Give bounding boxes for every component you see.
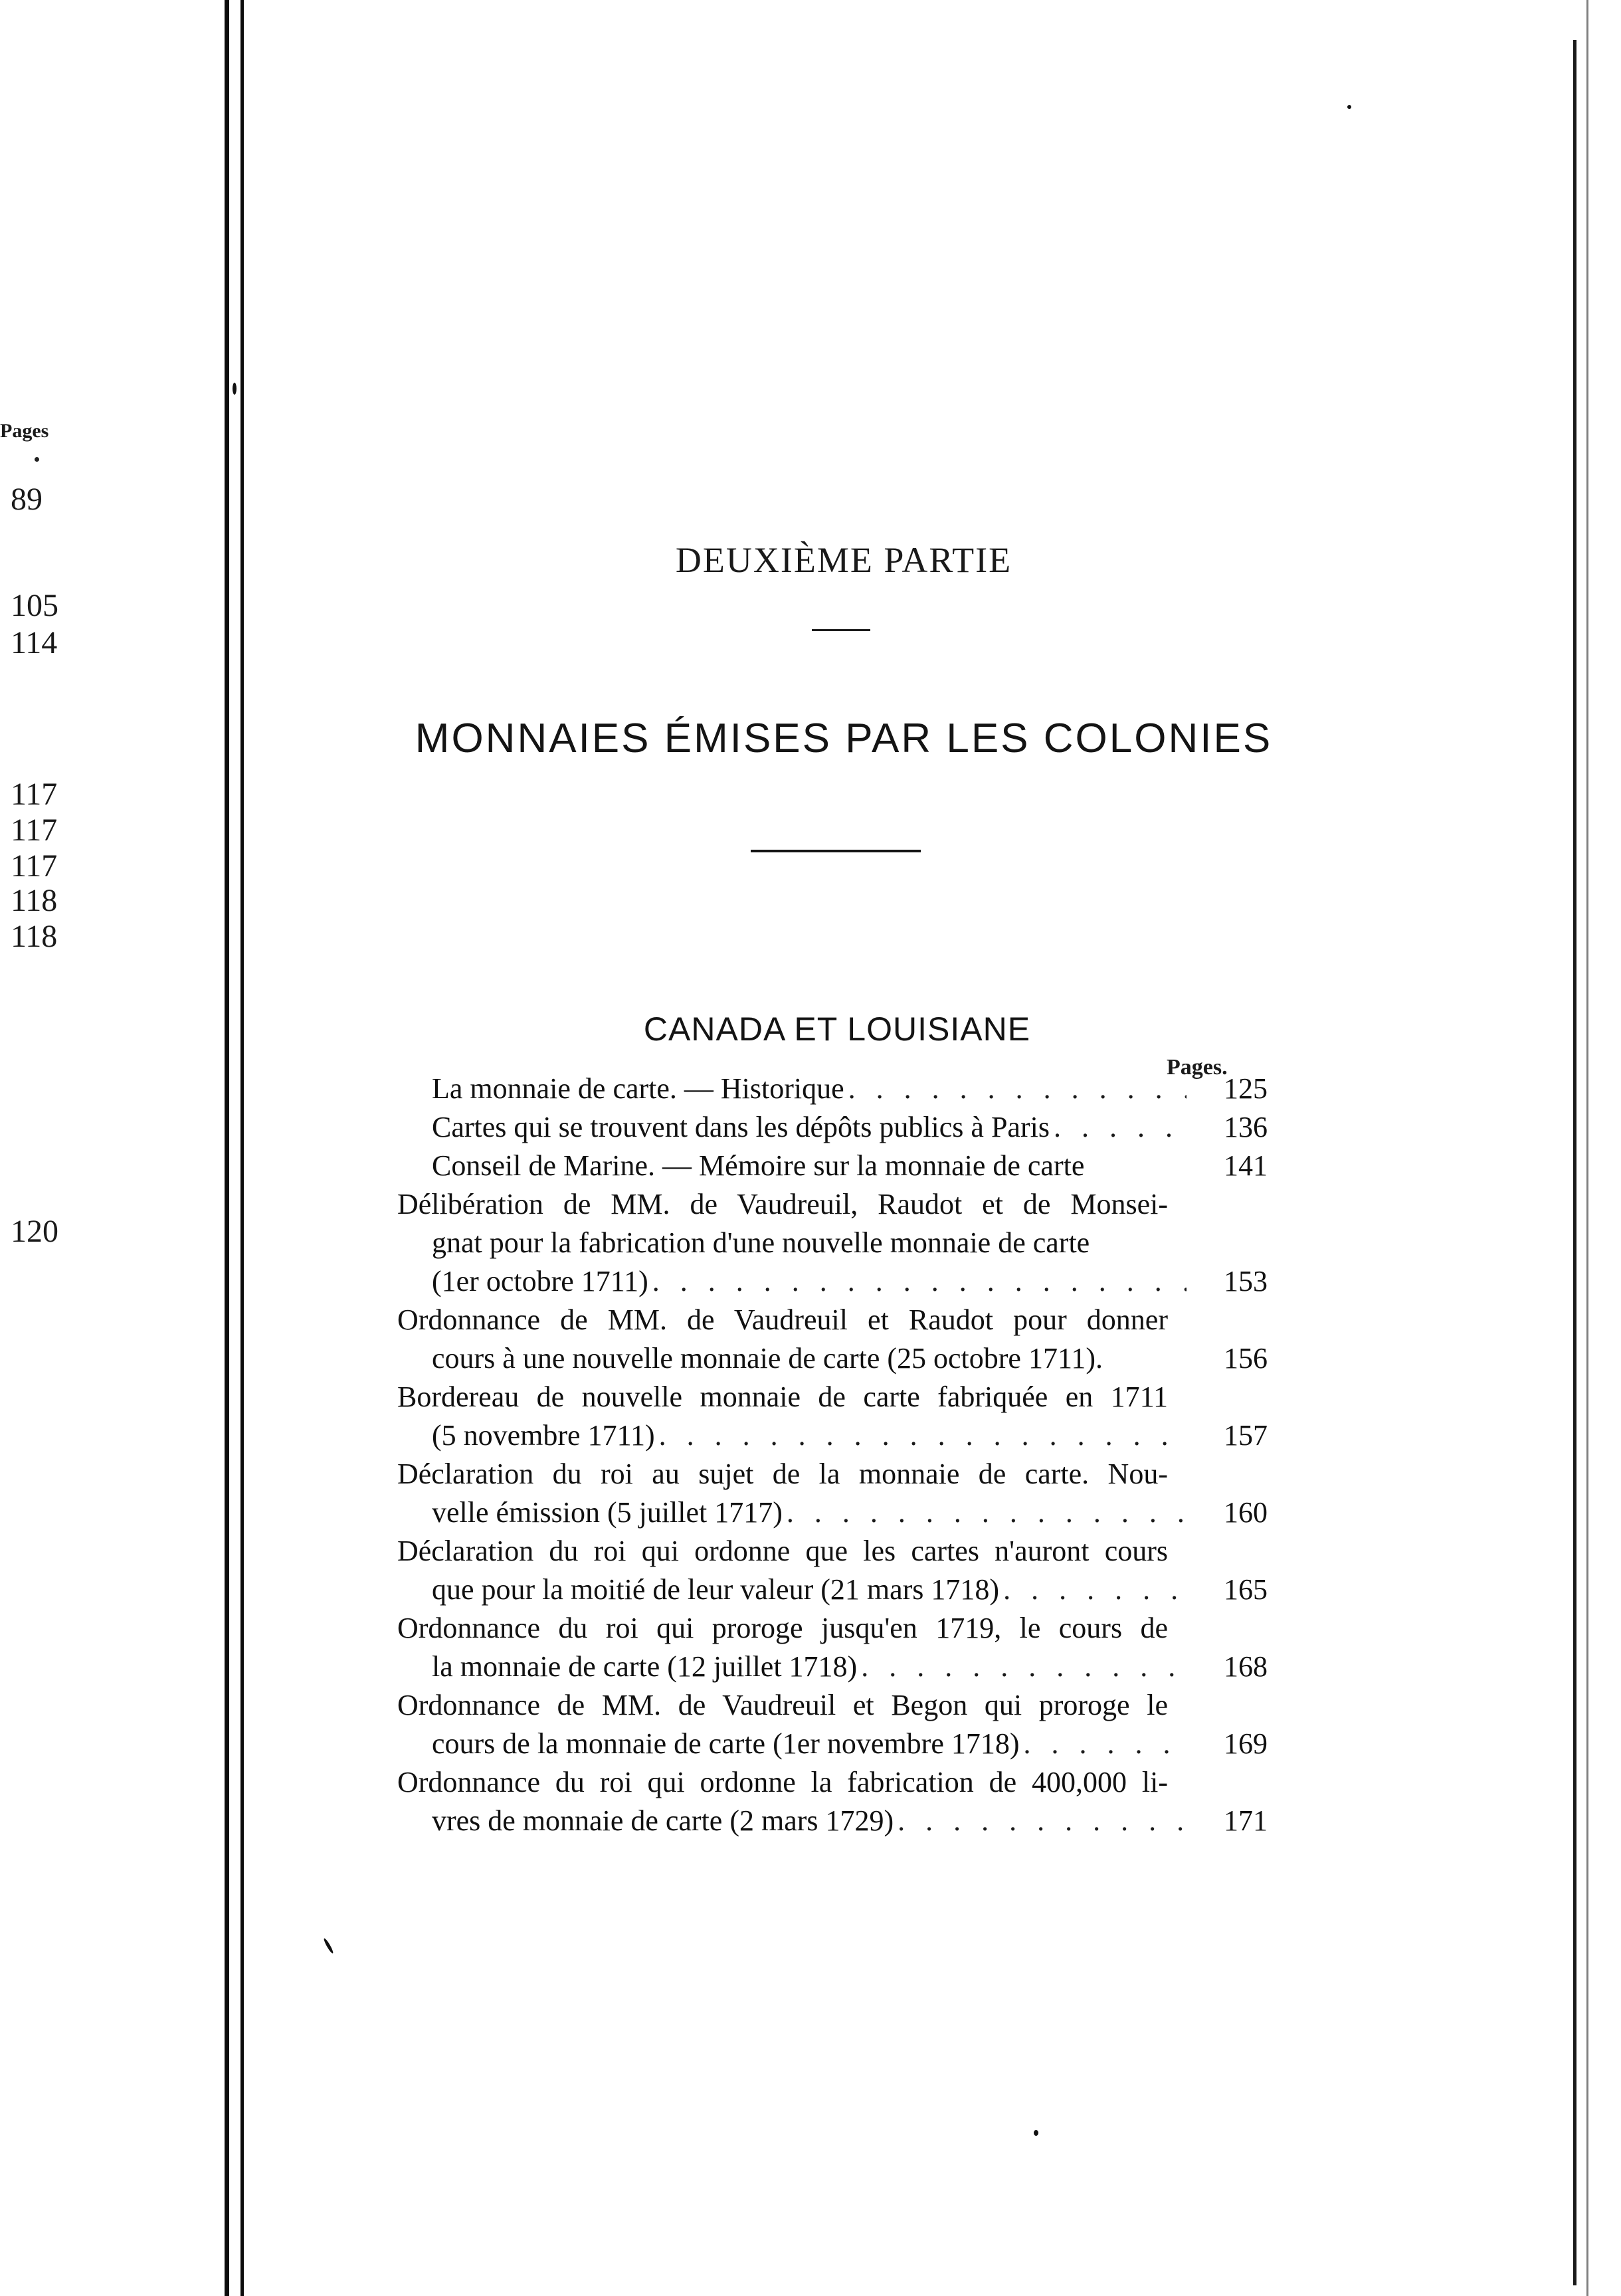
toc-entry	[397, 1070, 1268, 1108]
toc-entry	[397, 1532, 1268, 1609]
toc-entry-title-line: cours à une nouvelle monnaie de carte (25 octobre 1711).	[432, 1342, 1103, 1375]
scan-speck	[323, 1937, 334, 1954]
table-of-contents	[397, 1070, 1268, 1840]
left-page-number: 117	[11, 848, 58, 884]
left-page-number: 117	[11, 777, 58, 812]
page-edge-line	[240, 0, 244, 2296]
toc-page-number: 141	[1224, 1149, 1268, 1182]
toc-entry-title-line: gnat pour la fabrication d'une nouvelle monnaie de carte	[432, 1226, 1090, 1259]
part-title: DEUXIÈME PARTIE	[675, 540, 1012, 580]
left-page-number: 105	[11, 588, 58, 623]
left-page-number: 120	[11, 1214, 58, 1249]
toc-entry-title: La monnaie de carte. — Historique	[432, 1072, 844, 1105]
toc-entry	[397, 1378, 1268, 1455]
toc-entry	[397, 1686, 1268, 1763]
toc-entry-title-line: Ordonnance du roi qui proroge jusqu'en 1719, le cours de	[397, 1612, 1168, 1644]
toc-entry-title-line: Déclaration du roi qui ordonne que les cartes n'auront cours	[397, 1535, 1168, 1567]
toc-page-number: 168	[1224, 1650, 1268, 1683]
left-page-number: 89	[11, 482, 43, 517]
toc-entry-title-line: Déclaration du roi au sujet de la monnaie de carte. Nou-	[397, 1458, 1168, 1490]
toc-entry-title: Cartes qui se trouvent dans les dépôts publics à Paris	[432, 1111, 1050, 1143]
toc-page-number: 156	[1224, 1342, 1268, 1375]
toc-entry-title-line: Ordonnance de MM. de Vaudreuil et Raudot pour donner	[397, 1303, 1168, 1336]
short-rule-divider	[812, 629, 870, 631]
dot-leader	[1054, 1108, 1187, 1147]
section-title: CANADA ET LOUISIANE	[643, 1010, 1031, 1048]
toc-entry-title-line: (1er octobre 1711)	[432, 1265, 648, 1297]
left-page-number: 118	[11, 883, 58, 918]
left-page-number: 114	[11, 625, 58, 660]
long-rule-divider	[751, 850, 921, 852]
toc-page-number: 165	[1224, 1573, 1268, 1606]
toc-entry-title-line: la monnaie de carte (12 juillet 1718)	[432, 1650, 858, 1683]
toc-page-number: 125	[1224, 1072, 1268, 1105]
toc-page-number: 160	[1224, 1496, 1268, 1529]
left-page-number: 118	[11, 919, 58, 954]
toc-entry	[397, 1455, 1268, 1532]
pages-column-label: Pages.	[1167, 1055, 1228, 1080]
scan-speck	[1034, 2130, 1038, 2136]
right-page-edge	[1573, 40, 1576, 2285]
toc-entry	[397, 1763, 1268, 1840]
dot-leader	[848, 1070, 1187, 1108]
left-page-number: 117	[11, 813, 58, 848]
dot-leader	[1024, 1725, 1187, 1763]
dot-leader	[787, 1493, 1187, 1532]
toc-entry-title-line: cours de la monnaie de carte (1er novembre 1718)	[432, 1727, 1020, 1760]
toc-entry-title-line: Ordonnance de MM. de Vaudreuil et Begon qui proroge le	[397, 1689, 1168, 1721]
scan-speck	[233, 383, 237, 395]
main-title: MONNAIES ÉMISES PAR LES COLONIES	[415, 716, 1273, 761]
dot-leader	[659, 1416, 1187, 1455]
toc-entry	[397, 1108, 1268, 1147]
dot-leader	[652, 1262, 1187, 1301]
toc-entry-title-line: Bordereau de nouvelle monnaie de carte fabriquée en 1711	[397, 1381, 1168, 1413]
toc-entry-title-line: velle émission (5 juillet 1717)	[432, 1496, 783, 1529]
dot-leader	[1003, 1571, 1187, 1609]
toc-page-number: 153	[1224, 1265, 1268, 1297]
toc-entry-title: Conseil de Marine. — Mémoire sur la monnaie de carte	[432, 1149, 1085, 1182]
toc-entry-title-line: que pour la moitié de leur valeur (21 mars 1718)	[432, 1573, 1000, 1606]
toc-entry	[397, 1609, 1268, 1686]
left-dot-mark	[35, 457, 39, 462]
toc-page-number: 157	[1224, 1419, 1268, 1452]
toc-page-number: 136	[1224, 1111, 1268, 1143]
dot-leader	[861, 1648, 1187, 1686]
book-spine-shadow	[225, 0, 229, 2296]
toc-entry	[397, 1185, 1268, 1301]
toc-entry-title-line: (5 novembre 1711)	[432, 1419, 655, 1452]
right-scan-edge	[1586, 0, 1588, 2296]
scan-speck	[1347, 105, 1351, 109]
toc-entry-title-line: Ordonnance du roi qui ordonne la fabrication de 400,000 li-	[397, 1766, 1168, 1798]
toc-entry	[397, 1147, 1268, 1185]
toc-entry-title-line: Délibération de MM. de Vaudreuil, Raudot et de Monsei-	[397, 1188, 1168, 1220]
left-pages-heading: Pages	[0, 420, 49, 442]
toc-entry-title-line: vres de monnaie de carte (2 mars 1729)	[432, 1804, 894, 1837]
toc-entry	[397, 1301, 1268, 1378]
toc-page-number: 169	[1224, 1727, 1268, 1760]
dot-leader	[898, 1802, 1187, 1840]
left-facing-page	[0, 0, 226, 2296]
toc-page-number: 171	[1224, 1804, 1268, 1837]
